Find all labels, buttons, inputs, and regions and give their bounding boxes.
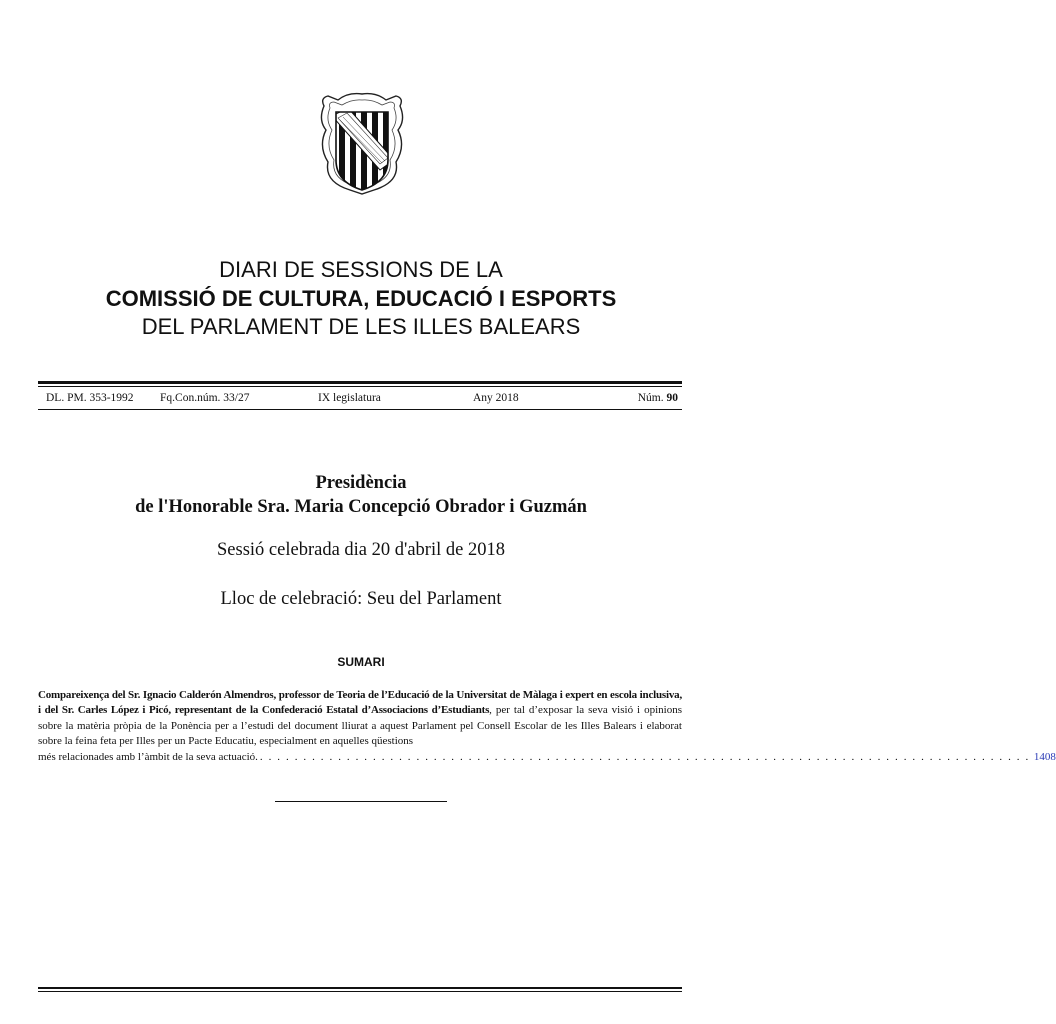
summary-entry-last-line [38, 750, 1056, 765]
header-rule-thick [38, 381, 682, 384]
footer-rule-thick [38, 987, 682, 989]
summary-entry-text-end: més relacionades amb l’àmbit de la seva actuació. [38, 750, 258, 763]
summary-page-link[interactable]: 1408 [1033, 750, 1056, 763]
summary-entry-text: , per tal d’exposar la seva visió i opinions sobre la matèria pròpia de la Ponència per a l’estudi del document lliurat a aquest Parlament pel Consell Escolar de les Illes Balears i elaborat sobre la feina feta per Illes per un Pacte Educatiu, especialment en aquelles qüestions [38, 704, 682, 748]
registration-number: Fq.Con.núm. 33/27 [160, 392, 250, 404]
leader-dots: . . . . . . . . . . . . . . . . . . . . . . . . . . . . . . . . . . . . . . . . . . . . . . . . . . . . . . . . . . . . . . . . . . . . . . . . . . . . . . . . . . . . . . . . . [259, 750, 1030, 763]
issue-number [638, 391, 678, 405]
journal-title-line-2: COMISSIÓ DE CULTURA, EDUCACIÓ I ESPORTS [105, 286, 617, 311]
year: Any 2018 [473, 392, 519, 404]
metadata-rule [38, 409, 682, 410]
session-place: Lloc de celebració: Seu del Parlament [220, 589, 502, 609]
footer-rule-thin [38, 991, 682, 992]
legislature: IX legislatura [318, 392, 381, 404]
journal-title-line-1: DIARI DE SESSIONS DE LA [219, 257, 503, 282]
presidency-name: de l'Honorable Sra. Maria Concepció Obrador i Guzmán [135, 497, 587, 517]
presidency-heading: Presidència [315, 473, 407, 493]
coat-of-arms-icon [314, 90, 410, 194]
issue-number-label: Núm. [637, 392, 664, 404]
legal-deposit: DL. PM. 353-1992 [46, 392, 134, 404]
issue-number-value: 90 [666, 392, 678, 404]
header-rule-thin [38, 386, 682, 387]
summary-heading: SUMARI [337, 655, 385, 669]
summary-entry-title: Compareixença del Sr. Ignacio Calderón Almendros, professor de Teoria de l’Educació de la Universitat de Màlaga i expert en escola inclusiva, i del Sr. Carles López i Picó, representant de la Confederació Estatal d’Associacions d’Estudiants [38, 689, 682, 717]
summary-entry [38, 688, 1056, 765]
session-date: Sessió celebrada dia 20 d'abril de 2018 [217, 540, 505, 560]
journal-title-line-3: DEL PARLAMENT DE LES ILLES BALEARS [141, 314, 581, 339]
section-separator [275, 801, 447, 802]
